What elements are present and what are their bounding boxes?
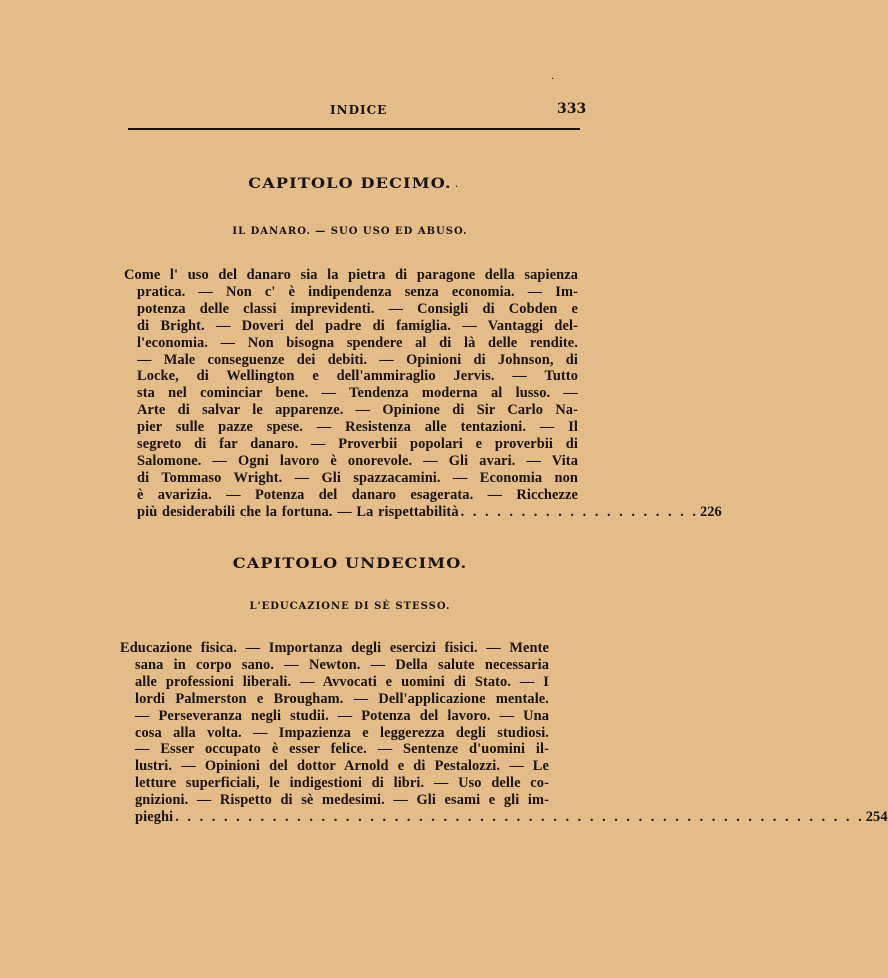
summary-line: pieghi — [135, 809, 174, 826]
summary-line: l'economia. — Non bisogna spendere al di là delle rendite. — [137, 334, 578, 351]
summary-line: Educazione fisica. — Importanza degli esercizi fisici. — Mente — [120, 640, 549, 656]
summary-line: — Male conseguenze dei debiti. — Opinioni di Johnson, di — [137, 351, 578, 368]
chapter-summary — [120, 640, 888, 826]
summary-line: potenza delle classi imprevidenti. — Consigli di Cobden e — [137, 300, 578, 317]
summary-line: segreto di far danaro. — Proverbii popolari e proverbii di — [137, 436, 578, 453]
summary-line: Salomone. — Ogni lavoro è onorevole. — Gli avari. — Vita — [137, 452, 578, 469]
dot-leader: . . . . . . . . . . . . . . . . . . . . — [460, 503, 698, 520]
summary-line: è avarizia. — Potenza del danaro esagerata. — Ricchezze — [137, 486, 578, 503]
dot-leader: . . . . . . . . . . . . . . . . . . . . . . . . . . . . . . . . . . . . . . . . . . . . . . . . . . . . . . . . . — [175, 809, 864, 826]
summary-line: sta nel cominciar bene. — Tendenza moderna al lusso. — — [137, 385, 578, 402]
summary-last-line — [124, 503, 722, 521]
summary-line: — Perseveranza negli studii. — Potenza del lavoro. — Una — [135, 707, 549, 724]
chapter-title: CAPITOLO UNDECIMO. — [232, 556, 468, 572]
chapter-summary — [124, 267, 722, 521]
chapter-subtitle: IL DANARO. — SUO USO ED ABUSO. — [232, 226, 468, 237]
summary-line: gnizioni. — Rispetto di sè medesimi. — Gli esami e gli im- — [135, 792, 549, 809]
summary-line: lustri. — Opinioni del dottor Arnold e di Pestalozzi. — Le — [135, 758, 549, 775]
print-speck: · — [551, 74, 555, 85]
summary-line: pier sulle pazze spese. — Resistenza alle tentazioni. — Il — [137, 419, 578, 436]
summary-line: alle professioni liberali. — Avvocati e uomini di Stato. — I — [135, 673, 549, 690]
summary-line: Locke, di Wellington e dell'ammiraglio Jervis. — Tutto — [137, 368, 578, 385]
summary-line: cosa alla volta. — Impazienza e leggerezza degli studiosi. — [135, 724, 549, 741]
chapter-subtitle: L'EDUCAZIONE DI SÈ STESSO. — [249, 601, 451, 612]
summary-line: di Bright. — Doveri del padre di famiglia. — Vantaggi del- — [137, 317, 578, 334]
page-reference: 254 — [865, 809, 888, 826]
running-head — [0, 103, 700, 123]
summary-line: letture superficiali, le indigestioni di libri. — Uso delle co- — [135, 775, 549, 792]
header-rule — [128, 128, 580, 130]
summary-line: Arte di salvar le apparenze. — Opinione di Sir Carlo Na- — [137, 402, 578, 419]
chapter-title: CAPITOLO DECIMO. — [248, 176, 452, 192]
page-number: 333 — [557, 101, 587, 117]
running-title: INDICE — [330, 103, 388, 117]
summary-line: di Tommaso Wright. — Gli spazzacamini. — Economia non — [137, 469, 578, 486]
page-reference: 226 — [699, 503, 722, 520]
summary-line: sana in corpo sano. — Newton. — Della salute necessaria — [135, 656, 549, 673]
summary-line: pratica. — Non c' è indipendenza senza economia. — Im- — [137, 283, 578, 300]
summary-last-line — [120, 809, 888, 826]
summary-line: più desiderabili che la fortuna. — La rispettabilità — [137, 503, 459, 520]
summary-line: Come l' uso del danaro sia la pietra di paragone della sapienza — [124, 267, 578, 283]
summary-line: — Esser occupato è esser felice. — Sentenze d'uomini il- — [135, 741, 549, 758]
print-speck: · — [455, 182, 459, 193]
summary-line: lordi Palmerston e Brougham. — Dell'applicazione mentale. — [135, 690, 549, 707]
